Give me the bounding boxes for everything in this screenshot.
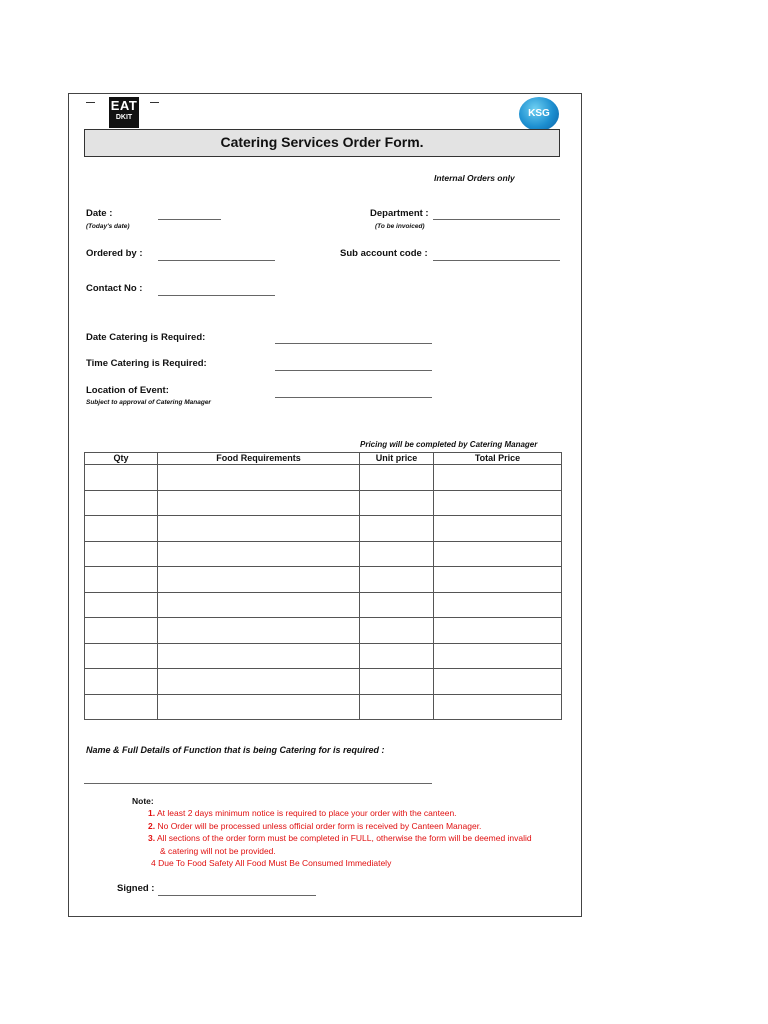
total-price-cell[interactable]: [434, 516, 562, 542]
table-row: [85, 618, 562, 644]
unit-price-cell[interactable]: [360, 541, 434, 567]
department-field[interactable]: [433, 219, 560, 220]
date-required-label: Date Catering is Required:: [86, 332, 206, 343]
unit-price-cell[interactable]: [360, 465, 434, 491]
qty-cell[interactable]: [85, 643, 158, 669]
ordered-by-field[interactable]: [158, 260, 275, 261]
unit-price-cell[interactable]: [360, 490, 434, 516]
qty-cell[interactable]: [85, 541, 158, 567]
table-header-row: [85, 453, 562, 465]
page-title: Catering Services Order Form.: [84, 129, 560, 157]
order-table: [84, 452, 562, 720]
notes-heading: Note:: [132, 796, 154, 806]
table-row: [85, 592, 562, 618]
note-text: 4 Due To Food Safety All Food Must Be Consumed Immediately: [151, 858, 392, 868]
note-text: At least 2 days minimum notice is required to place your order with the canteen.: [157, 808, 457, 818]
note-text: No Order will be processed unless official order form is received by Canteen Manager.: [157, 821, 482, 831]
note-text: & catering will not be provided.: [160, 846, 276, 856]
note-number: 2.: [148, 821, 156, 831]
food-requirements-cell[interactable]: [158, 541, 360, 567]
logo-dash-left: [86, 102, 95, 103]
department-sublabel: (To be invoiced): [375, 223, 425, 230]
department-label: Department :: [370, 208, 429, 219]
total-price-cell[interactable]: [434, 465, 562, 491]
note-text: All sections of the order form must be completed in FULL, otherwise the form will be deemed invalid: [157, 833, 532, 843]
note-item: [148, 821, 481, 831]
qty-cell[interactable]: [85, 669, 158, 695]
note-item: [148, 833, 532, 843]
total-price-cell[interactable]: [434, 694, 562, 720]
unit-price-cell[interactable]: [360, 694, 434, 720]
qty-cell[interactable]: [85, 618, 158, 644]
note-number: 1.: [148, 808, 156, 818]
time-required-label: Time Catering is Required:: [86, 358, 207, 369]
qty-cell[interactable]: [85, 465, 158, 491]
food-requirements-cell[interactable]: [158, 592, 360, 618]
unit-price-cell[interactable]: [360, 592, 434, 618]
location-sublabel: Subject to approval of Catering Manager: [86, 399, 211, 406]
location-field[interactable]: [275, 397, 432, 398]
table-row: [85, 490, 562, 516]
qty-cell[interactable]: [85, 592, 158, 618]
signed-label: Signed :: [117, 883, 155, 894]
contact-label: Contact No :: [86, 283, 143, 294]
ordered-by-label: Ordered by :: [86, 248, 143, 259]
qty-cell[interactable]: [85, 694, 158, 720]
table-row: [85, 643, 562, 669]
contact-field[interactable]: [158, 295, 275, 296]
qty-cell[interactable]: [85, 490, 158, 516]
note-item: [148, 808, 457, 818]
total-price-cell[interactable]: [434, 618, 562, 644]
table-row: [85, 694, 562, 720]
date-required-field[interactable]: [275, 343, 432, 344]
pricing-note: Pricing will be completed by Catering Manager: [360, 440, 538, 449]
sub-account-label: Sub account code :: [340, 248, 428, 259]
signature-field[interactable]: [158, 895, 316, 896]
food-requirements-cell[interactable]: [158, 669, 360, 695]
function-details-label: Name & Full Details of Function that is being Catering for is required :: [86, 745, 385, 755]
food-requirements-cell[interactable]: [158, 694, 360, 720]
logo-dkit-text: DKIT: [115, 114, 133, 121]
qty-cell[interactable]: [85, 516, 158, 542]
qty-cell[interactable]: [85, 567, 158, 593]
food-requirements-cell[interactable]: [158, 490, 360, 516]
total-price-cell[interactable]: [434, 567, 562, 593]
food-requirements-cell[interactable]: [158, 465, 360, 491]
date-label: Date :: [86, 208, 113, 219]
table-row: [85, 669, 562, 695]
total-price-cell[interactable]: [434, 643, 562, 669]
table-row: [85, 516, 562, 542]
eat-dkit-logo: [109, 97, 139, 128]
unit-price-cell[interactable]: [360, 516, 434, 542]
food-requirements-cell[interactable]: [158, 618, 360, 644]
unit-price-cell[interactable]: [360, 567, 434, 593]
date-sublabel: (Today's date): [86, 223, 130, 230]
food-requirements-header: Food Requirements: [158, 453, 360, 465]
internal-orders-note: Internal Orders only: [434, 173, 515, 183]
ksg-logo: KSG: [519, 97, 559, 131]
table-row: [85, 541, 562, 567]
table-row: [85, 465, 562, 491]
note-number: 3.: [148, 833, 156, 843]
food-requirements-cell[interactable]: [158, 516, 360, 542]
table-row: [85, 567, 562, 593]
total-price-cell[interactable]: [434, 592, 562, 618]
unit-price-cell[interactable]: [360, 643, 434, 669]
total-price-header: Total Price: [434, 453, 562, 465]
sub-account-field[interactable]: [433, 260, 560, 261]
total-price-cell[interactable]: [434, 541, 562, 567]
logo-dash-right: [150, 102, 159, 103]
qty-header: Qty: [85, 453, 158, 465]
total-price-cell[interactable]: [434, 669, 562, 695]
note-item: [151, 858, 391, 868]
food-requirements-cell[interactable]: [158, 643, 360, 669]
total-price-cell[interactable]: [434, 490, 562, 516]
function-details-field[interactable]: [84, 783, 432, 784]
location-label: Location of Event:: [86, 385, 169, 396]
logo-eat-text: EAT: [110, 98, 138, 113]
unit-price-cell[interactable]: [360, 618, 434, 644]
time-required-field[interactable]: [275, 370, 432, 371]
unit-price-cell[interactable]: [360, 669, 434, 695]
note-item: [160, 846, 276, 856]
food-requirements-cell[interactable]: [158, 567, 360, 593]
date-field[interactable]: [158, 219, 221, 220]
unit-price-header: Unit price: [360, 453, 434, 465]
